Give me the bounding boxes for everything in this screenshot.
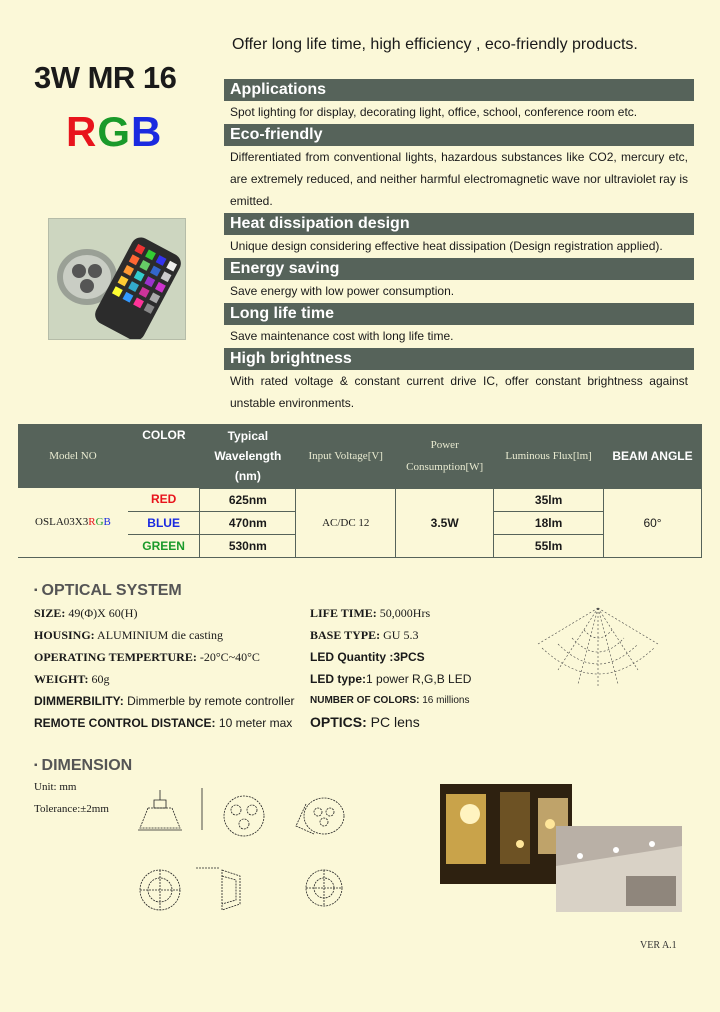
spec-led-quantity: [310, 650, 425, 664]
header-model: Model NO: [18, 424, 128, 488]
dimension-heading: [34, 757, 132, 775]
version-label: VER A.1: [640, 940, 677, 951]
application-photo-2-image: [556, 826, 682, 912]
model-b: B: [103, 516, 111, 529]
dimension-bullet: ▪: [34, 760, 38, 772]
spec-number-colors: [310, 695, 469, 706]
optical-system-heading: [34, 582, 182, 600]
section-body-eco-friendly: Differentiated from conventional lights, hazardous substances like CO2, mercury etc, are extremely reduced, and neither harmful electromagnetic wave nor ultraviolet ray is emitted.: [230, 150, 688, 208]
spec-base-label: BASE TYPE:: [310, 628, 381, 642]
spec-optics-label: OPTICS:: [310, 714, 367, 730]
spec-table: [18, 424, 702, 558]
cell-voltage: AC/DC 12: [296, 488, 396, 557]
section-title-eco-friendly: Eco-friendly: [224, 124, 694, 146]
product-photo: [48, 218, 186, 340]
model-prefix: OSLA03X3: [35, 516, 89, 529]
drawing-iso-view: [296, 798, 344, 834]
spec-temperature: [34, 650, 260, 665]
header-wavelength-line3: (nm): [234, 468, 261, 483]
application-photo-1-image: [440, 784, 572, 884]
cell-wavelength-blue: 470nm: [200, 511, 296, 534]
feature-sections: [224, 78, 694, 414]
dimension-tolerance: Tolerance:±2mm: [34, 803, 109, 815]
cell-flux-blue: 18lm: [494, 511, 604, 534]
spec-dimmability: [34, 694, 294, 708]
cell-power: 3.5W: [396, 488, 494, 557]
cell-color-red: RED: [128, 488, 200, 511]
section-title-applications: Applications: [224, 79, 694, 101]
spec-weight: [34, 672, 109, 687]
spec-temperature-label: OPERATING TEMPERTURE:: [34, 650, 197, 664]
cell-beam: 60°: [604, 488, 702, 557]
model-r: R: [88, 516, 96, 529]
product-illustration: [49, 219, 186, 340]
section-body-high-brightness: With rated voltage & constant current drive IC, offer constant brightness against unstable environments.: [230, 374, 688, 410]
spec-remote-label: REMOTE CONTROL DISTANCE:: [34, 716, 216, 730]
section-title-high-brightness: High brightness: [224, 348, 694, 370]
cell-flux-green: 55lm: [494, 534, 604, 557]
dimension-heading-text: DIMENSION: [41, 757, 133, 774]
spec-weight-label: WEIGHT:: [34, 672, 89, 686]
rgb-letter-g: G: [97, 108, 132, 155]
cell-flux-red: 35lm: [494, 488, 604, 511]
model-g: G: [95, 516, 104, 529]
spec-life-label: LIFE TIME:: [310, 606, 377, 620]
cell-model: [18, 488, 128, 557]
header-voltage: Input Voltage[V]: [296, 424, 396, 488]
section-body-long-life: Save maintenance cost with long life time.: [230, 329, 454, 343]
spec-optics: [310, 714, 420, 730]
spec-led-type-label: LED type:: [310, 672, 367, 686]
optical-heading-text: OPTICAL SYSTEM: [41, 582, 182, 599]
drawing-section-view: [196, 868, 240, 910]
section-title-long-life: Long life time: [224, 303, 694, 325]
section-title-heat-dissipation: Heat dissipation design: [224, 213, 694, 235]
spec-led-quantity-label: LED Quantity :3PCS: [310, 650, 425, 664]
rgb-letter-r: R: [66, 108, 98, 155]
spec-housing: [34, 628, 223, 643]
spec-base-type: [310, 628, 418, 643]
header-power: [396, 424, 494, 488]
section-title-energy-saving: Energy saving: [224, 258, 694, 280]
beam-pattern-diagram: [528, 604, 668, 688]
cell-color-green: GREEN: [128, 534, 200, 557]
spec-optics-value: PC lens: [366, 714, 420, 730]
drawing-top-view: [140, 870, 180, 910]
spec-colors-label: NUMBER OF COLORS:: [310, 695, 420, 706]
spec-weight-value: 60g: [88, 672, 110, 686]
header-flux: Luminous Flux[lm]: [494, 424, 604, 488]
cell-color-blue: BLUE: [128, 511, 200, 534]
spec-temperature-value: -20°C~40°C: [196, 650, 260, 664]
header-wavelength-line1: Typical: [227, 428, 269, 443]
dimension-drawings: [136, 786, 356, 926]
spec-colors-value: 16 millions: [419, 695, 470, 706]
header-power-line1: Power: [430, 438, 459, 451]
table-row: [18, 488, 702, 511]
rgb-letter-b: B: [131, 108, 163, 155]
spec-dimmability-value: Dimmerble by remote controller: [123, 694, 295, 708]
header-power-line2: Consumption[W]: [406, 460, 484, 473]
spec-size: [34, 606, 137, 621]
spec-base-value: GU 5.3: [380, 628, 419, 642]
table-header-row: [18, 424, 702, 488]
spec-remote-distance: [34, 716, 292, 730]
spec-housing-value: ALUMINIUM die casting: [94, 628, 224, 642]
section-body-heat-dissipation: Unique design considering effective heat dissipation (Design registration applied).: [230, 239, 663, 253]
rgb-title: [66, 108, 162, 156]
cell-wavelength-green: 530nm: [200, 534, 296, 557]
spec-led-type-value: 1 power R,G,B LED: [366, 672, 472, 686]
header-wavelength-line2: Wavelength: [214, 448, 282, 463]
spec-size-label: SIZE:: [34, 606, 66, 620]
header-color: COLOR: [128, 424, 200, 488]
application-photo-1: [440, 784, 572, 884]
application-photo-2: [556, 826, 682, 912]
cell-wavelength-red: 625nm: [200, 488, 296, 511]
spec-led-type: [310, 672, 471, 686]
tagline: Offer long life time, high efficiency , eco-friendly products.: [232, 36, 638, 53]
section-body-applications: Spot lighting for display, decorating light, office, school, conference room etc.: [230, 105, 638, 119]
product-title: 3W MR 16: [34, 60, 177, 95]
spec-remote-value: 10 meter max: [215, 716, 293, 730]
drawing-bottom-view: [306, 870, 342, 906]
header-beam: BEAM ANGLE: [604, 424, 702, 488]
spec-life-time: [310, 606, 430, 621]
spec-dimmability-label: DIMMERBILITY:: [34, 694, 124, 708]
optical-bullet: ▪: [34, 585, 38, 597]
dimension-unit: Unit: mm: [34, 781, 77, 793]
header-wavelength: [200, 424, 296, 488]
spec-housing-label: HOUSING:: [34, 628, 95, 642]
section-body-energy-saving: Save energy with low power consumption.: [230, 284, 455, 298]
spec-size-value: 49(Φ)X 60(H): [65, 606, 138, 620]
spec-life-value: 50,000Hrs: [376, 606, 431, 620]
drawing-front-view: [224, 796, 264, 836]
drawing-side-view: [138, 788, 202, 830]
